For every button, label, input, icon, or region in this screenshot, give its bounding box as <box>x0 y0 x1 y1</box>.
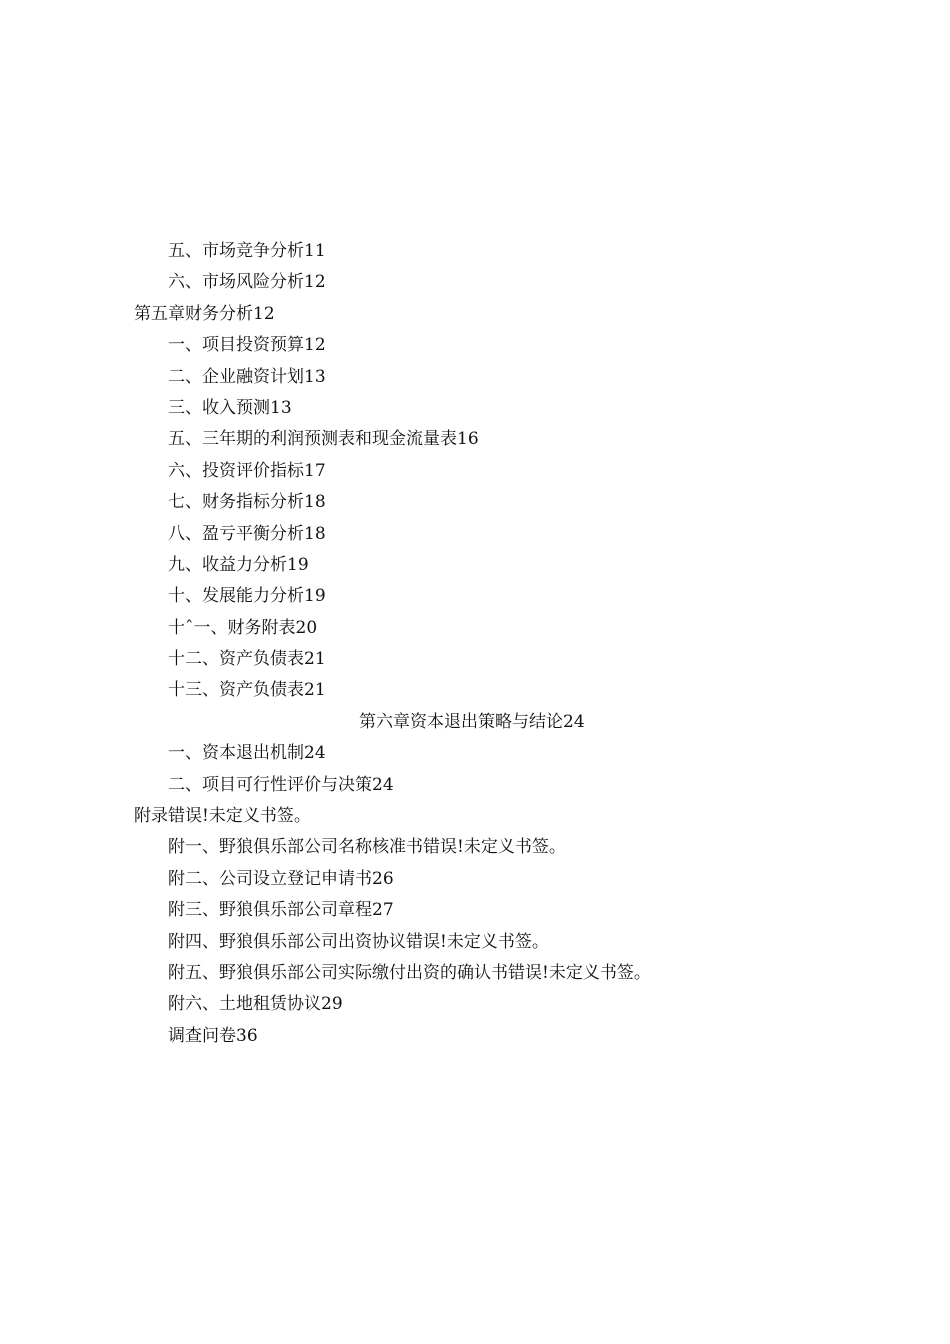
toc-entry[interactable]: 五、三年期的利润预测表和现金流量表16 <box>168 429 479 450</box>
toc-entry[interactable]: 附一、野狼俱乐部公司名称核准书错误!未定义书签。 <box>168 837 566 858</box>
toc-entry[interactable]: 十、发展能力分析19 <box>168 586 326 607</box>
table-of-contents <box>0 236 950 1052</box>
toc-entry[interactable]: 六、投资评价指标17 <box>168 460 326 481</box>
toc-chapter-entry[interactable]: 第六章资本退出策略与结论24 <box>359 711 585 732</box>
toc-entry[interactable]: 附六、土地租赁协议29 <box>168 994 343 1015</box>
toc-entry[interactable]: 附三、野狼俱乐部公司章程27 <box>168 900 394 921</box>
toc-entry[interactable]: 二、项目可行性评价与决策24 <box>168 774 394 795</box>
toc-entry[interactable]: 一、项目投资预算12 <box>168 335 326 356</box>
toc-entry[interactable]: 七、财务指标分析18 <box>168 492 326 513</box>
toc-entry[interactable]: 一、资本退出机制24 <box>168 743 326 764</box>
toc-entry[interactable]: 附五、野狼俱乐部公司实际缴付出资的确认书错误!未定义书签。 <box>168 962 651 983</box>
toc-entry[interactable]: 十ˆ一、财务附表20 <box>168 617 318 638</box>
toc-entry[interactable]: 九、收益力分析19 <box>168 554 309 575</box>
toc-entry[interactable]: 十三、资产负债表21 <box>168 680 326 701</box>
toc-entry[interactable]: 六、市场风险分析12 <box>168 272 326 293</box>
toc-entry[interactable]: 附二、公司设立登记申请书26 <box>168 868 394 889</box>
toc-entry[interactable]: 附四、野狼俱乐部公司出资协议错误!未定义书签。 <box>168 931 549 952</box>
toc-entry[interactable]: 二、企业融资计划13 <box>168 366 326 387</box>
toc-entry[interactable]: 五、市场竞争分析11 <box>168 241 326 261</box>
toc-entry[interactable]: 十二、资产负债表21 <box>168 649 326 670</box>
toc-chapter-entry[interactable]: 第五章财务分析12 <box>134 303 275 324</box>
toc-chapter-entry[interactable]: 附录错误!未定义书签。 <box>134 806 311 827</box>
toc-entry[interactable]: 三、收入预测13 <box>168 397 292 418</box>
toc-entry[interactable]: 调查问卷36 <box>168 1025 258 1046</box>
toc-entry[interactable]: 八、盈亏平衡分析18 <box>168 523 326 544</box>
